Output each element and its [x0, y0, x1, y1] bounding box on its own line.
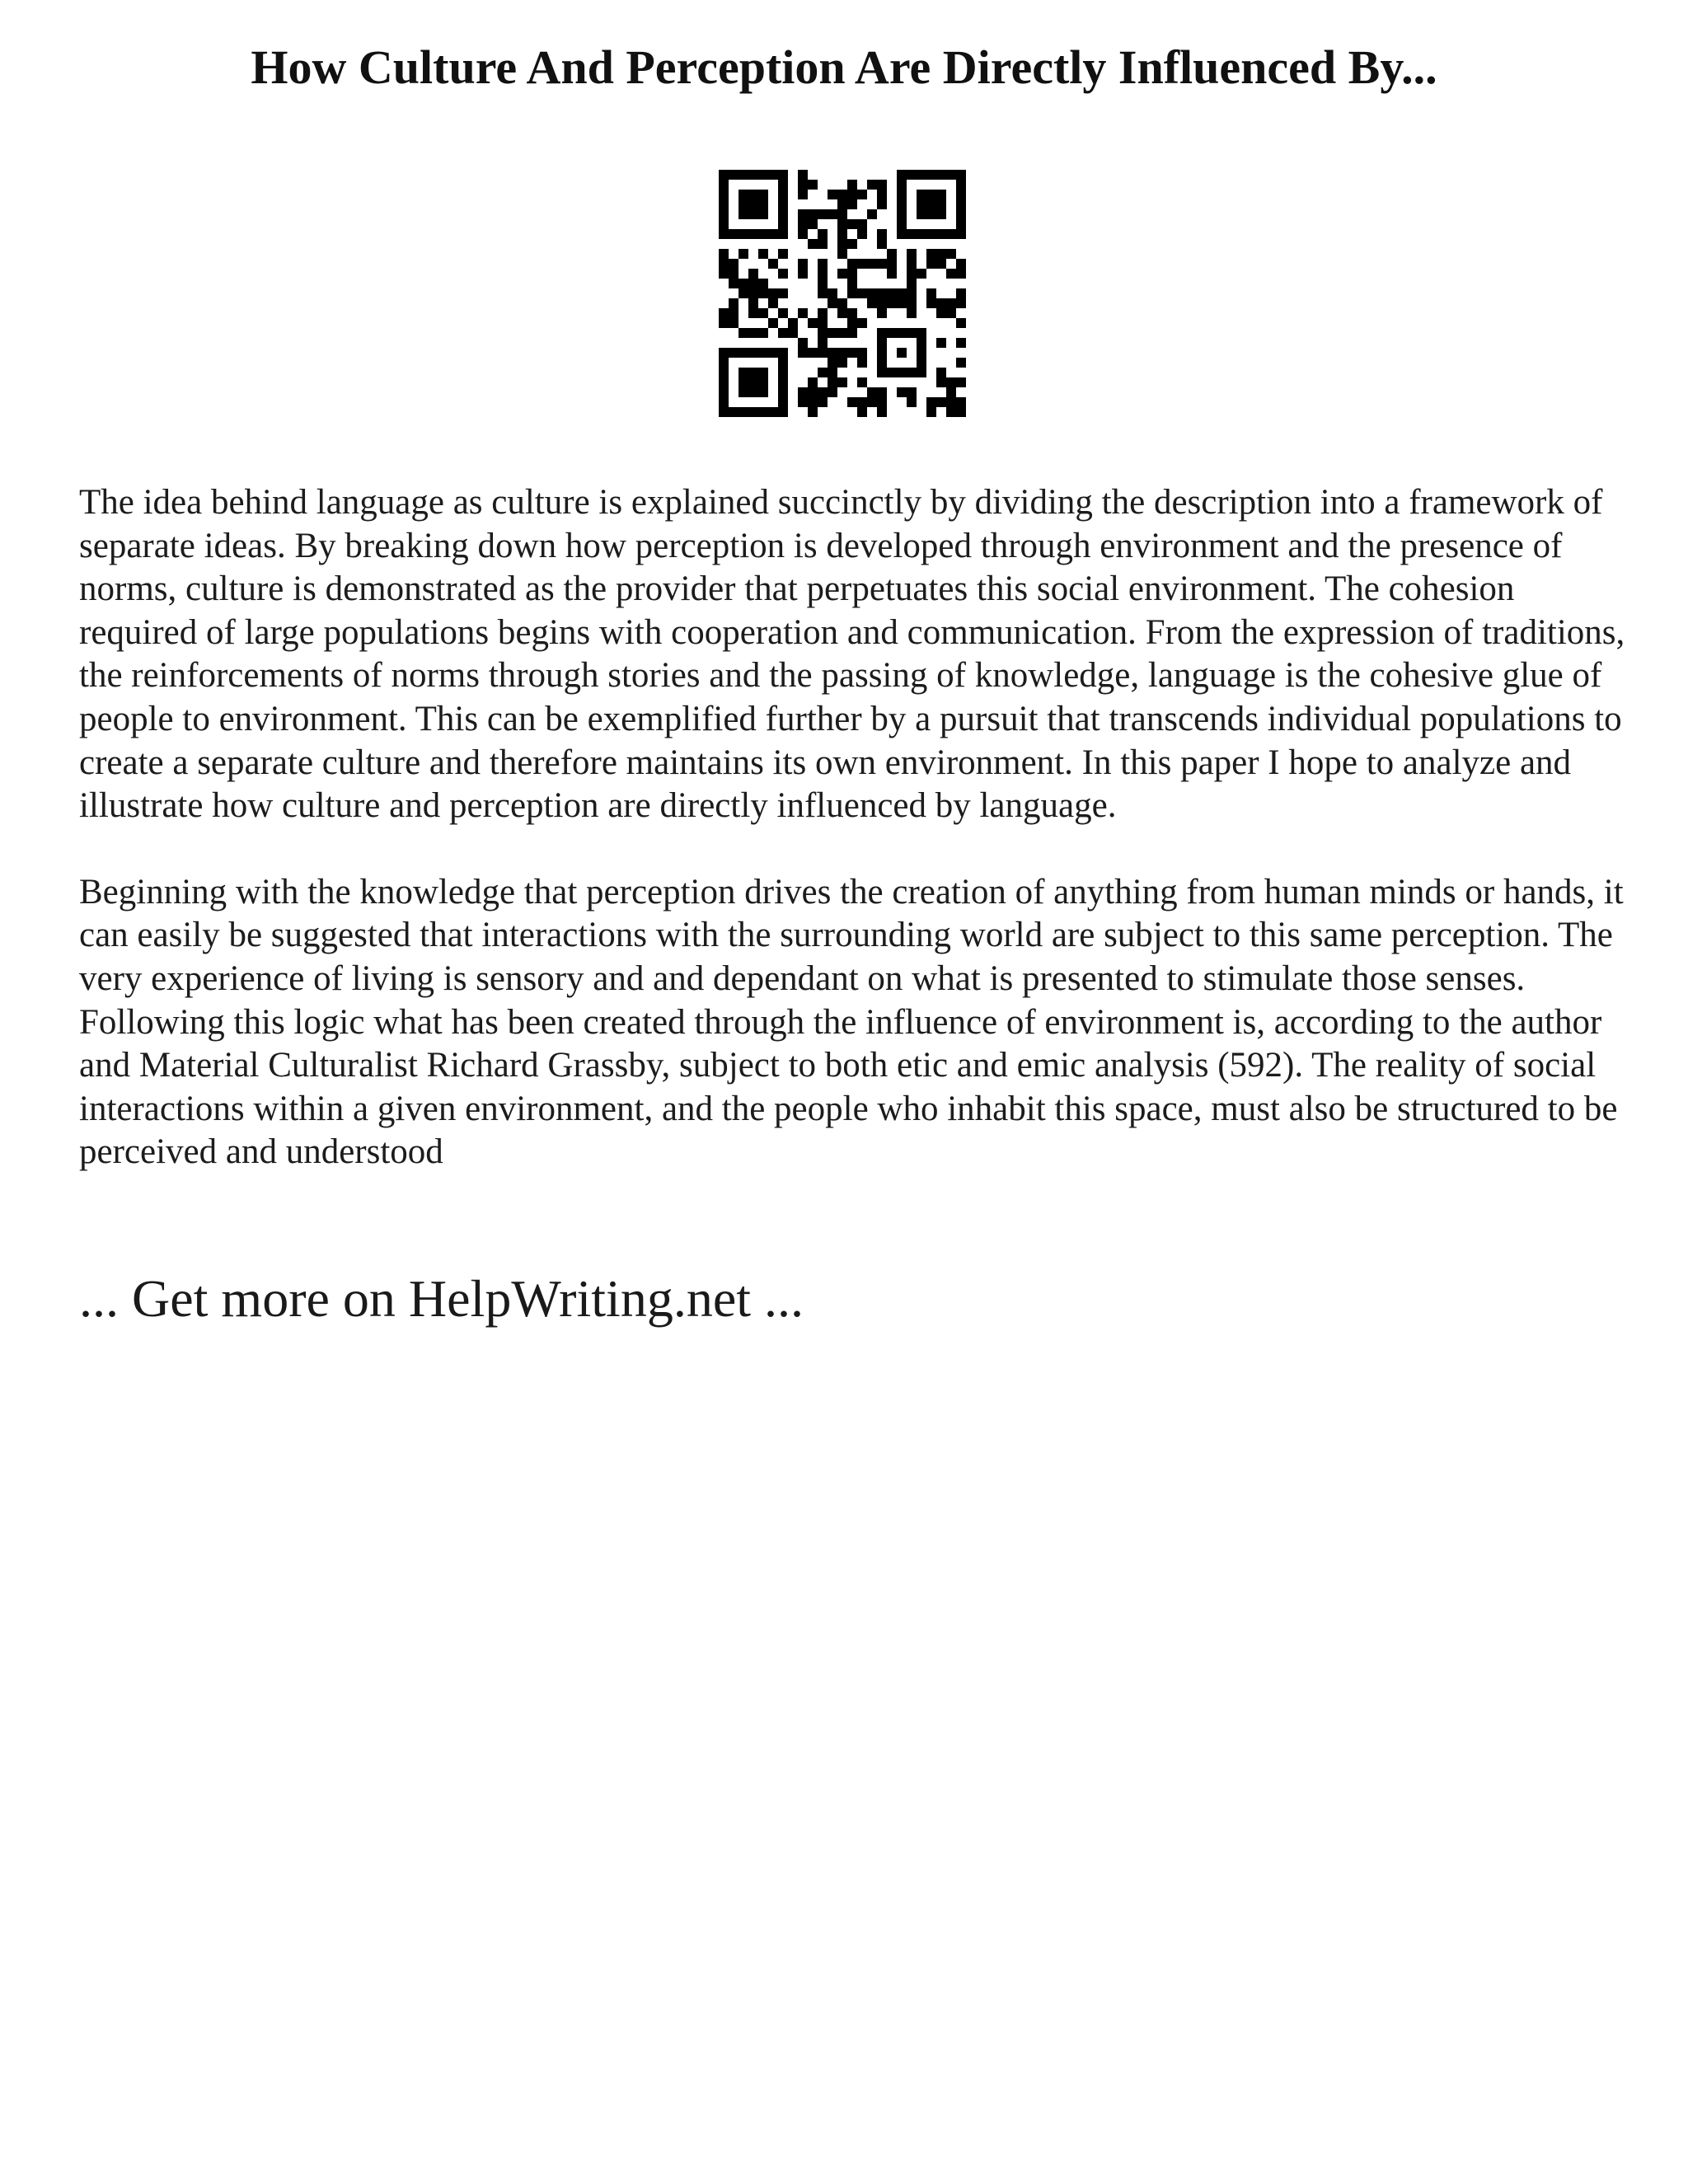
page-title: How Culture And Perception Are Directly Influenced By... [251, 40, 1437, 94]
get-more-link[interactable]: ... Get more on HelpWriting.net ... [79, 1269, 804, 1328]
qr-code-icon [719, 170, 966, 417]
paragraph-1: The idea behind language as culture is explained succinctly by dividing the description into a framework of separate ideas. By breaking down how perception is developed through environment and the presence of norms, culture is demonstrated as the provider that perpetuates this social environment. The cohesion required of large populations begins with cooperation and communication. From the expression of traditions, the reinforcements of norms through stories and the passing of knowledge, language is the cohesive glue of people to environment. This can be exemplified further by a pursuit that transcends individual populations to create a separate culture and therefore maintains its own environment. In this paper I hope to analyze and illustrate how culture and perception are directly influenced by language. [79, 483, 1625, 826]
article-body [79, 481, 1629, 1217]
paragraph-2: Beginning with the knowledge that perception drives the creation of anything from human minds or hands, it can easily be suggested that interactions with the surrounding world are subject to this same perception. The very experience of living is sensory and and dependant on what is presented to stimulate those senses. Following this logic what has been created through the influence of environment is, according to the author and Material Culturalist Richard Grassby, subject to both etic and emic analysis (592). The reality of social interactions within a given environment, and the people who inhabit this space, must also be structured to be perceived and understood [79, 872, 1624, 1172]
